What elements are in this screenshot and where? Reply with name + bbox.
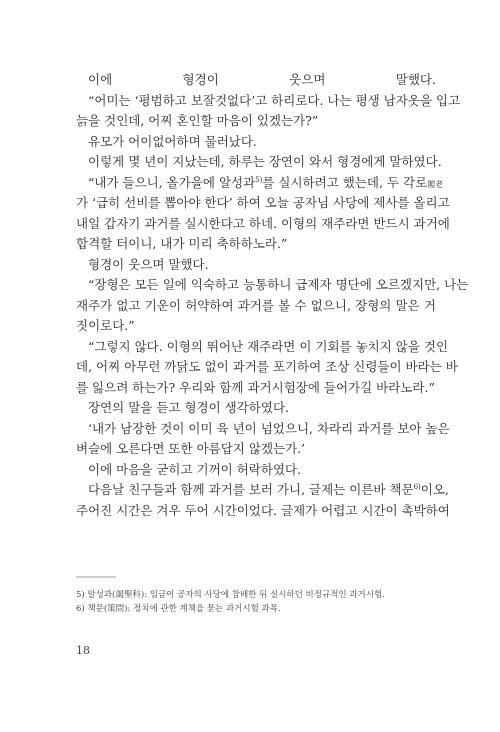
footnote-ref[interactable]: 6) (413, 482, 421, 491)
footnotes (76, 588, 436, 616)
footnote-divider (76, 576, 116, 578)
text-line: “장형은 모든 일에 익숙하고 능통하니 급제자 명단에 오르겠지만, 나는 (88, 277, 469, 292)
text-line: “그렇지 않다. 이형의 뛰어난 재주라면 이 기회를 놓치지 않을 것인 (88, 338, 449, 354)
text-segment: 를 실시하려고 했는데, 두 각로 (262, 174, 428, 190)
text-line: 내일 갑자기 과거를 실시한다고 하네. 이형의 재주라면 반드시 과거에 (76, 215, 450, 231)
body-text (76, 70, 469, 521)
text-line: 이렇게 몇 년이 지났는데, 하루는 장연이 와서 형경에게 말하였다. (88, 154, 442, 169)
text-line: “어미는 ‘평범하고 보잘것없다’고 하리로다. 나는 평생 남자옷을 입고 (88, 92, 461, 108)
text-line (76, 480, 449, 501)
footnote-5: 5) 알성과(謁聖科): 임금이 공자의 사당에 참배한 뒤 실시하던 비정규적인 과거시험. (76, 590, 385, 600)
text-line: 짓이로다.” (76, 318, 135, 333)
text-line: 유모가 어이없어하며 물러났다. (88, 133, 257, 149)
text-line: 를 잃으려 하는가? 우리와 함께 과거시험장에 들어가길 바라노라.” (76, 379, 435, 395)
footnote-6: 6) 책문(策問): 정치에 관한 계책을 묻는 과거시험 과목. (76, 604, 281, 614)
text-line: 합격할 터이니, 내가 미리 축하하노라.” (76, 236, 288, 251)
text-line: 데, 어찌 아무런 까닭도 없이 과거를 포기하여 조상 신령들이 바라는 바 (76, 359, 458, 374)
gloss: 閣老 (427, 179, 444, 189)
text-line: 늙을 것인데, 어찌 혼인할 마음이 있겠는가?” (76, 113, 319, 128)
text-segment: 다음날 친구들과 함께 과거를 보러 가니, 글제는 이른바 책문 (88, 482, 414, 497)
text-line: 이에 형경이 웃으며 말했다. (88, 72, 436, 87)
footnote-ref[interactable]: 5) (255, 175, 263, 184)
page-number: 18 (76, 644, 90, 657)
text-line: 주어진 시간은 겨우 두어 시간이었다. 글제가 어렵고 시간이 촉박하여 (76, 502, 450, 518)
text-segment: “내가 들으니, 올가을에 알성과 (88, 174, 256, 190)
text-line: 가 ‘급히 선비를 뽑아야 한다’ 하여 오늘 공자님 사당에 제사를 올리고 (76, 195, 450, 210)
text-line: 벼슬에 오른다면 또한 아름답지 않겠는가.’ (76, 441, 306, 456)
text-line: 재주가 없고 기운이 허약하여 과거를 볼 수 없으니, 장형의 말은 거 (76, 297, 436, 313)
text-line: ‘내가 남장한 것이 이미 육 년이 넘었으니, 차라리 과거를 보아 높은 (88, 420, 450, 436)
text-segment: 이오, (420, 482, 449, 497)
text-line: 장연의 말을 듣고 형경이 생각하였다. (88, 400, 289, 415)
text-line: 형경이 웃으며 말했다. (88, 256, 209, 272)
text-line (76, 173, 444, 194)
text-line: 이에 마음을 굳히고 기꺼이 허락하였다. (88, 461, 302, 477)
